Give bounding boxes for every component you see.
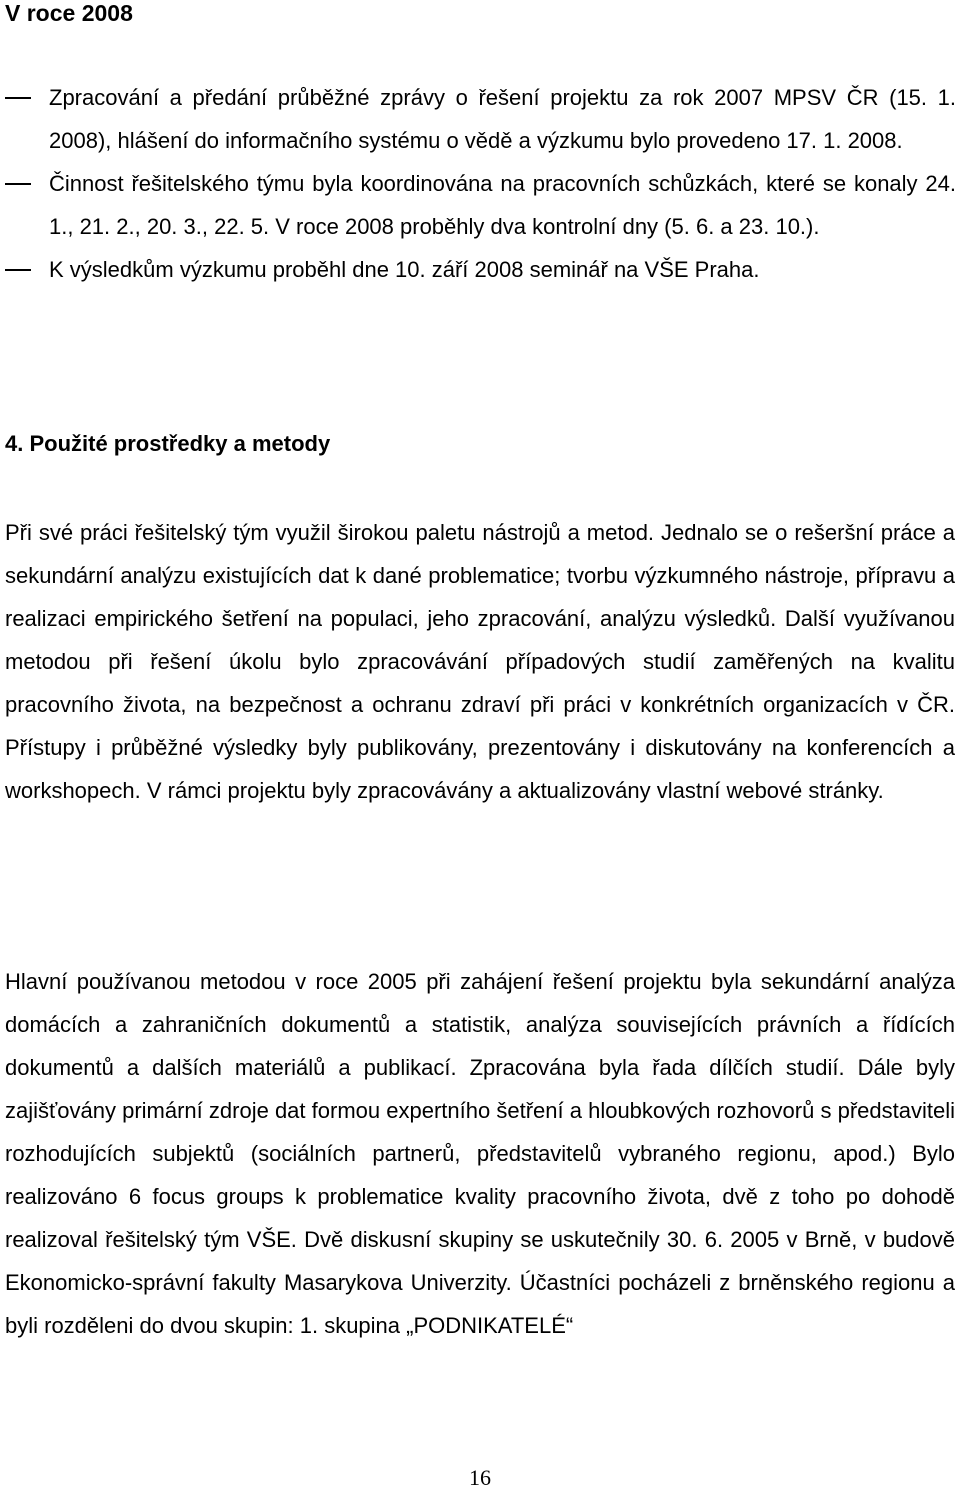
paragraph: Hlavní používanou metodou v roce 2005 při zahájení řešení projektu byla sekundární analýza domácích a zahraničních dokumentů a statistik, analýza souvisejících právních a řídících dokumentů a dalších materiálů a publikací. Zpracována byla řada dílčích studií. Dále byly zajišťovány primární zdroje dat formou expertního šetření a hloubkových rozhovorů s představiteli rozhodujících subjektů (sociálních partnerů, představitelů vybraného regionu, apod.) Bylo realizováno 6 focus groups k problematice kvality pracovního života, dvě z toho po dohodě realizoval řešitelský tým VŠE. Dvě diskusní skupiny se uskutečnily 30. 6. 2005 v Brně, v budově Ekonomicko-správní fakulty Masarykova Univerzity. Účastníci pocházeli z brněnského regionu a byli rozděleni do dvou skupin: 1. skupina „PODNIKATELÉ“ bbox=[5, 969, 955, 1338]
section-heading-methods: 4. Použité prostředky a metody bbox=[5, 431, 331, 456]
page-number: 16 bbox=[469, 1465, 491, 1490]
bullet-list bbox=[0, 76, 960, 291]
dash-bullet-icon bbox=[5, 269, 31, 271]
dash-bullet-icon bbox=[5, 183, 31, 185]
dash-bullet-icon bbox=[5, 97, 31, 99]
bullet-item bbox=[0, 76, 956, 162]
bullet-text: Činnost řešitelského týmu byla koordinována na pracovních schůzkách, které se konaly 24. 1., 21. 2., 20. 3., 22. 5. V roce 2008 proběhly dva kontrolní dny (5. 6. a 23. 10.). bbox=[49, 171, 956, 239]
bullet-text: K výsledkům výzkumu proběhl dne 10. září 2008 seminář na VŠE Praha. bbox=[49, 257, 760, 282]
bullet-item bbox=[0, 248, 956, 291]
bullet-text: Zpracování a předání průběžné zprávy o řešení projektu za rok 2007 MPSV ČR (15. 1. 2008), hlášení do informačního systému o vědě a výzkumu bylo provedeno 17. 1. 2008. bbox=[49, 85, 956, 153]
paragraph: Při své práci řešitelský tým využil širokou paletu nástrojů a metod. Jednalo se o rešeršní práce a sekundární analýzu existujících dat k dané problematice; tvorbu výzkumného nástroje, přípravu a realizaci empirického šetření na populaci, jeho zpracování, analýzu výsledků. Další využívanou metodou při řešení úkolu bylo zpracovávání případových studií zaměřených na kvalitu pracovního života, na bezpečnost a ochranu zdraví při práci v konkrétních organizacích v ČR. Přístupy i průběžné výsledky byly publikovány, prezentovány i diskutovány na konferencích a workshopech. V rámci projektu byly zpracovávány a aktualizovány vlastní webové stránky. bbox=[5, 520, 955, 803]
section-heading-year: V roce 2008 bbox=[5, 0, 133, 26]
bullet-item bbox=[0, 162, 956, 248]
